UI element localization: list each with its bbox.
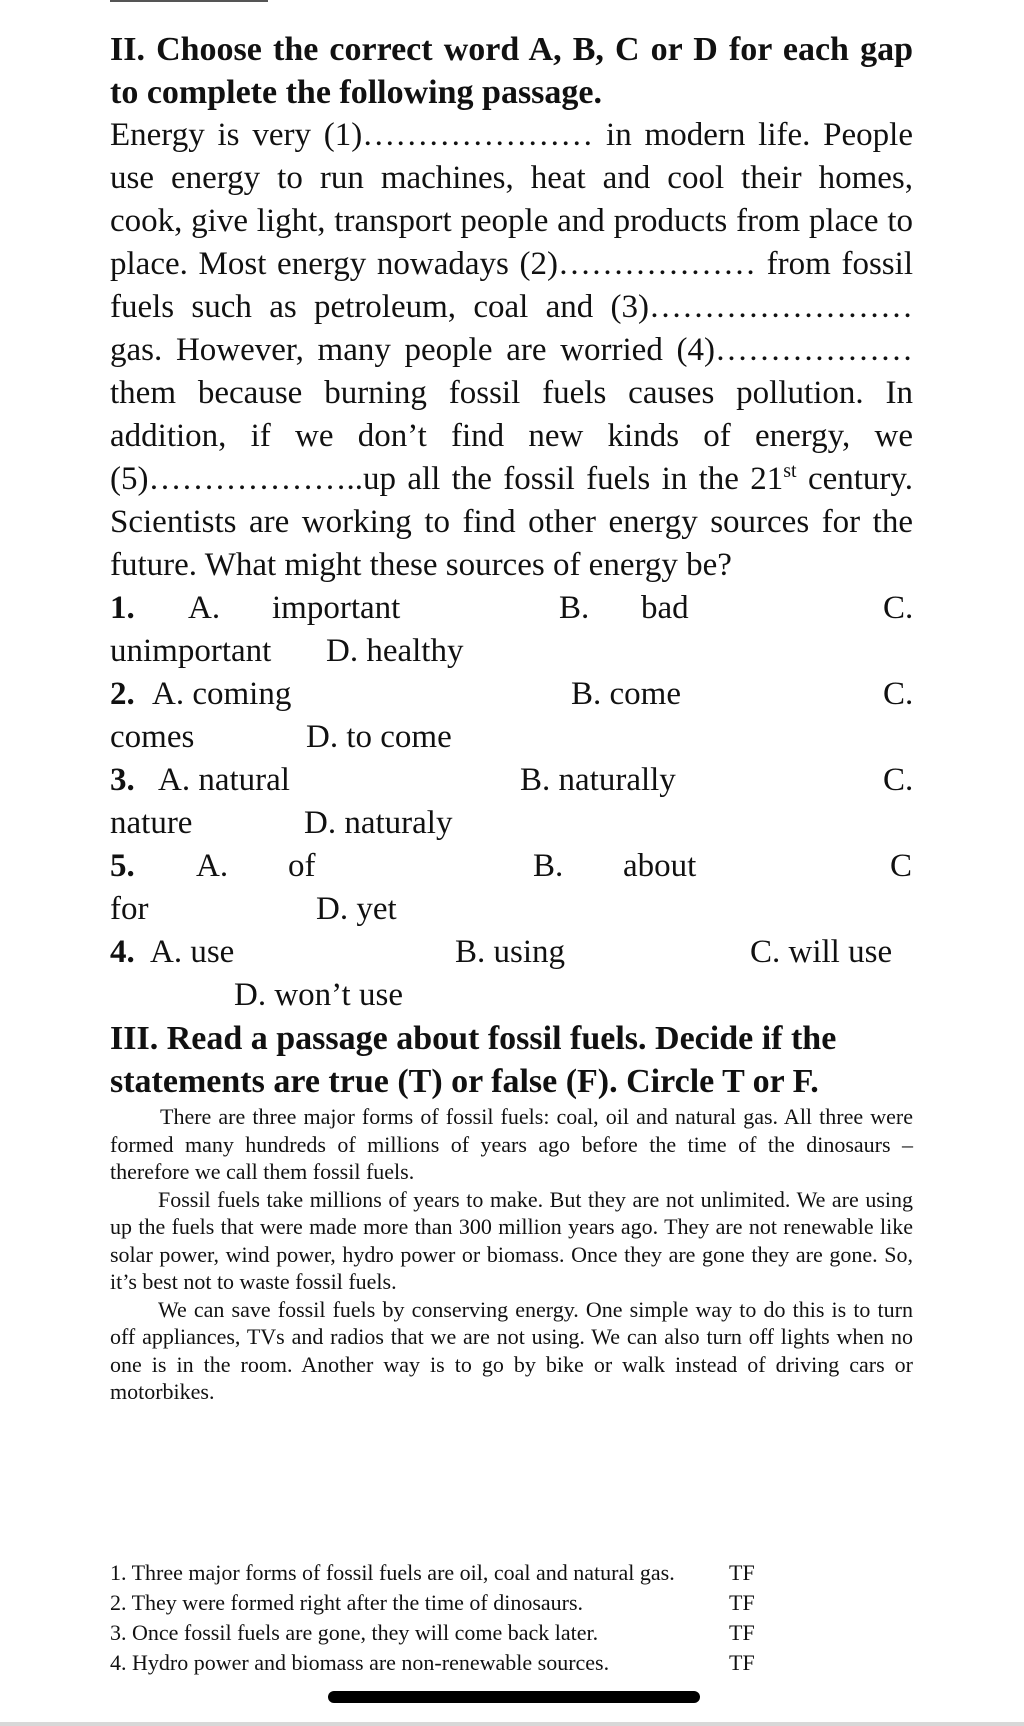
- part3-passage: [110, 1103, 913, 1406]
- option-c-letter: C: [890, 848, 913, 884]
- option-c-text: for: [110, 891, 149, 927]
- option-b-text: about: [623, 848, 697, 884]
- option-a-letter: A.: [196, 848, 229, 884]
- passage-text-b: century. Scientists are working to find other energy sources for the future. What might these sources of energy be?: [110, 461, 914, 583]
- statement-text: 3. Once fossil fuels are gone, they will come back later.: [110, 1620, 599, 1645]
- option-a: A. use: [150, 934, 235, 970]
- passage-text-a: Energy is very (1)………………… in modern life. People use energy to run machines, heat and cool their homes, cook, give light, transport people and products from place to place. Most energy nowadays (2)……………… from fossil fuels such as petroleum, coal and (3)…………………… gas. However, many people are worried (4)……………… them because burning fossil fuels causes pollution. In addition, if we don’t find new kinds of energy, we (5)………………..up all the fossil fuels in the 21: [110, 117, 913, 497]
- option-c-letter: C.: [883, 676, 914, 712]
- top-divider: [110, 0, 268, 2]
- option-c-text: nature: [110, 805, 193, 841]
- statement-row: [110, 1588, 810, 1618]
- home-indicator-bar[interactable]: [328, 1691, 700, 1703]
- option-a-letter: A.: [188, 590, 221, 626]
- option-c-text: unimportant: [110, 633, 272, 669]
- tf-choice[interactable]: TF: [729, 1620, 755, 1645]
- tf-choice[interactable]: TF: [729, 1590, 755, 1615]
- option-a: A. coming: [152, 676, 292, 712]
- option-b-letter: B.: [533, 848, 564, 884]
- question-2: [110, 673, 913, 759]
- option-c: C. will use: [750, 934, 893, 970]
- statement-text: 2. They were formed right after the time of dinosaurs.: [110, 1590, 584, 1615]
- option-b-letter: B.: [559, 590, 590, 626]
- true-false-statements: [110, 1558, 810, 1678]
- statement-row: [110, 1648, 810, 1678]
- option-b: B. naturally: [520, 762, 676, 798]
- question-3: [110, 759, 913, 845]
- part2-heading: II. Choose the correct word A, B, C or D for each gap to complete the following passage.: [110, 31, 913, 111]
- statement-row: [110, 1618, 810, 1648]
- statement-row: [110, 1558, 810, 1588]
- option-a-text: of: [288, 848, 316, 884]
- option-c-text: comes: [110, 719, 195, 755]
- question-4: [110, 931, 913, 1017]
- question-number: 2.: [110, 676, 135, 712]
- question-number: 3.: [110, 762, 135, 798]
- option-a-text: important: [272, 590, 401, 626]
- option-b: B. come: [571, 676, 681, 712]
- option-b-text: bad: [641, 590, 689, 626]
- worksheet-content: [110, 28, 913, 1406]
- option-b: B. using: [455, 934, 566, 970]
- option-d: D. healthy: [326, 633, 464, 669]
- question-number: 5.: [110, 848, 135, 884]
- statement-text: 1. Three major forms of fossil fuels are oil, coal and natural gas.: [110, 1560, 675, 1585]
- option-a: A. natural: [158, 762, 290, 798]
- part2-passage: [110, 114, 913, 587]
- tf-choice[interactable]: TF: [729, 1650, 755, 1675]
- question-1: [110, 587, 913, 673]
- question-number: 1.: [110, 590, 135, 626]
- option-c-letter: C.: [883, 590, 914, 626]
- option-d: D. yet: [316, 891, 397, 927]
- question-5: [110, 845, 913, 931]
- option-d: D. to come: [306, 719, 452, 755]
- passage-paragraph: Fossil fuels take millions of years to make. But they are not unlimited. We are using up the fuels that were made more than 300 million years ago. They are not renewable like solar power, wind power, hydro power or biomass. Once they are gone they are gone. So, it’s best not to waste fossil fuels.: [110, 1186, 913, 1294]
- passage-superscript: st: [783, 460, 797, 482]
- question-number: 4.: [110, 934, 135, 970]
- passage-paragraph: There are three major forms of fossil fuels: coal, oil and natural gas. All three were formed many hundreds of millions of years ago before the time of the dinosaurs – therefore we call them fossil fuels.: [110, 1104, 913, 1184]
- part3-heading: III. Read a passage about fossil fuels. Decide if the statements are true (T) or false (F). Circle T or F.: [110, 1020, 837, 1100]
- statement-text: 4. Hydro power and biomass are non-renewable sources.: [110, 1650, 610, 1675]
- option-c-letter: C.: [883, 762, 914, 798]
- bottom-edge: [0, 1722, 1024, 1726]
- option-d: D. naturaly: [304, 805, 453, 841]
- passage-paragraph: We can save fossil fuels by conserving energy. One simple way to do this is to turn off appliances, TVs and radios that we are not using. We can also turn off lights when no one is in the room. Another way is to go by bike or walk instead of driving cars or motorbikes.: [110, 1296, 913, 1404]
- tf-choice[interactable]: TF: [729, 1560, 755, 1585]
- option-d: D. won’t use: [234, 977, 403, 1013]
